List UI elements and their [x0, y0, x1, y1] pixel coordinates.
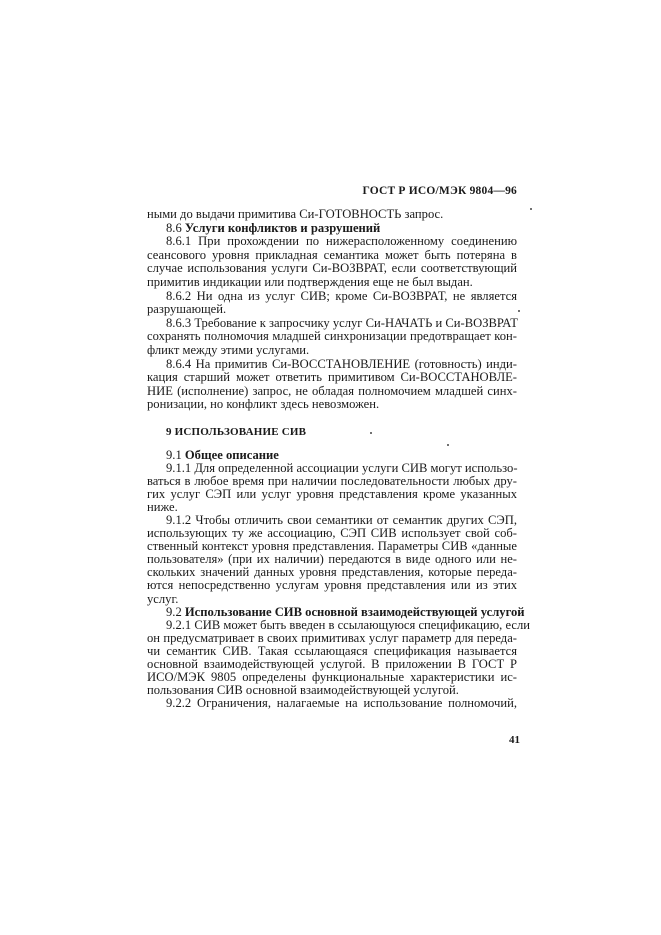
subsection-title: Общее описание	[184, 448, 279, 462]
paragraph-line: ваться в любое время при наличии последовательности любых дру-	[147, 474, 517, 489]
paragraph-line: ными до выдачи примитива Си-ГОТОВНОСТЬ запрос.	[147, 207, 444, 221]
paragraph-line: он предусматривает в своих примитивах услуг параметр для переда-	[147, 630, 517, 645]
paragraph-line: ственный контекст уровня представления. Параметры СИВ «данные	[147, 539, 517, 554]
paragraph-line: НИЕ (исполнение) запрос, не обладая полномочием младшей синх-	[147, 383, 517, 398]
subsection-title: Использование СИВ основной взаимодействующей услугой	[184, 604, 525, 619]
paragraph-line: случае использования услуги Си-ВОЗВРАТ, если соответствующий	[147, 261, 517, 276]
paragraph-line: 9.1.2 Чтобы отличить свои семантики от семантик других СЭП,	[166, 513, 517, 528]
subsection-number: 9.2	[166, 604, 185, 619]
subsection-heading	[147, 604, 525, 619]
subsection-heading	[147, 222, 517, 236]
paragraph-line: гих услуг СЭП или услуг уровня представления кроме указанных	[147, 487, 517, 502]
paragraph-line: 9.2.2 Ограничения, налагаемые на использование полномочий,	[166, 695, 517, 710]
paragraph-line: 8.6.2 Ни одна из услуг СИВ; кроме Си-ВОЗВРАТ, не является	[166, 288, 517, 303]
paragraph-line: услуг.	[147, 591, 179, 606]
paragraph-line: ниже.	[147, 500, 178, 515]
paragraph-line: разрушающей.	[147, 302, 227, 317]
paragraph-line: сохранять полномочия младшей синхронизации предотвращает кон-	[147, 329, 517, 344]
scan-speck	[370, 432, 372, 434]
paragraph-line: ИСО/МЭК 9805 определены функциональные характеристики ис-	[147, 669, 517, 684]
subsection-title: Услуги конфликтов и разрушений	[184, 220, 381, 235]
paragraph-line: чи семантик СИВ. Такая ссылающаяся спецификация называется	[147, 643, 517, 658]
scan-speck	[447, 444, 449, 446]
paragraph-line: 9.1.1 Для определенной ассоциации услуги СИВ могут использо-	[166, 461, 518, 476]
subsection-number: 9.1	[166, 448, 185, 462]
paragraph-line: пользователя» (при их наличии) передаются в виде одного или не-	[147, 552, 517, 567]
scan-speck	[530, 208, 532, 210]
paragraph-line: фликт между этими услугами.	[147, 342, 310, 357]
section-9-text	[147, 448, 530, 710]
paragraph-line: 8.6.1 При прохождении по нижерасположенному соединению	[166, 234, 517, 249]
section-8-6-text	[147, 208, 517, 412]
section-9-heading: 9 ИСПОЛЬЗОВАНИЕ СИВ	[166, 426, 307, 438]
paragraph-line: 8.6.3 Требование к запросчику услуг Си-НАЧАТЬ и Си-ВОЗВРАТ	[166, 315, 518, 330]
scan-speck	[518, 310, 520, 312]
paragraph-line: ются непосредственно услугам уровня представления или из этих	[147, 578, 517, 593]
paragraph-line: кация старший может ответить примитивом Си-ВОССТАНОВЛЕ-	[147, 370, 517, 385]
paragraph-line: 8.6.4 На примитив Си-ВОССТАНОВЛЕНИЕ (готовность) инди-	[166, 356, 517, 371]
paragraph-line: основной взаимодействующей услугой. В приложении В ГОСТ Р	[147, 656, 517, 671]
subsection-number: 8.6	[166, 220, 185, 235]
paragraph-line: использующих ту же ассоциацию, СЭП СИВ использует свой соб-	[147, 526, 517, 541]
paragraph-line: 9.2.1 СИВ может быть введен в ссылающуюся спецификацию, если	[166, 617, 530, 632]
paragraph-line: пользования СИВ основной взаимодействующей услугой.	[147, 682, 459, 697]
paragraph-line: сеансового уровня прикладная семантика может быть потеряна в	[147, 247, 517, 262]
paragraph-line: скольких значений данных уровня представления, которые переда-	[147, 565, 517, 580]
paragraph-line: ронизации, но конфликт здесь невозможен.	[147, 397, 380, 412]
page-number: 41	[509, 734, 520, 746]
document-header: ГОСТ Р ИСО/МЭК 9804—96	[362, 185, 517, 197]
paragraph-line: примитив индикации или подтверждения еще не был выдан.	[147, 274, 473, 289]
